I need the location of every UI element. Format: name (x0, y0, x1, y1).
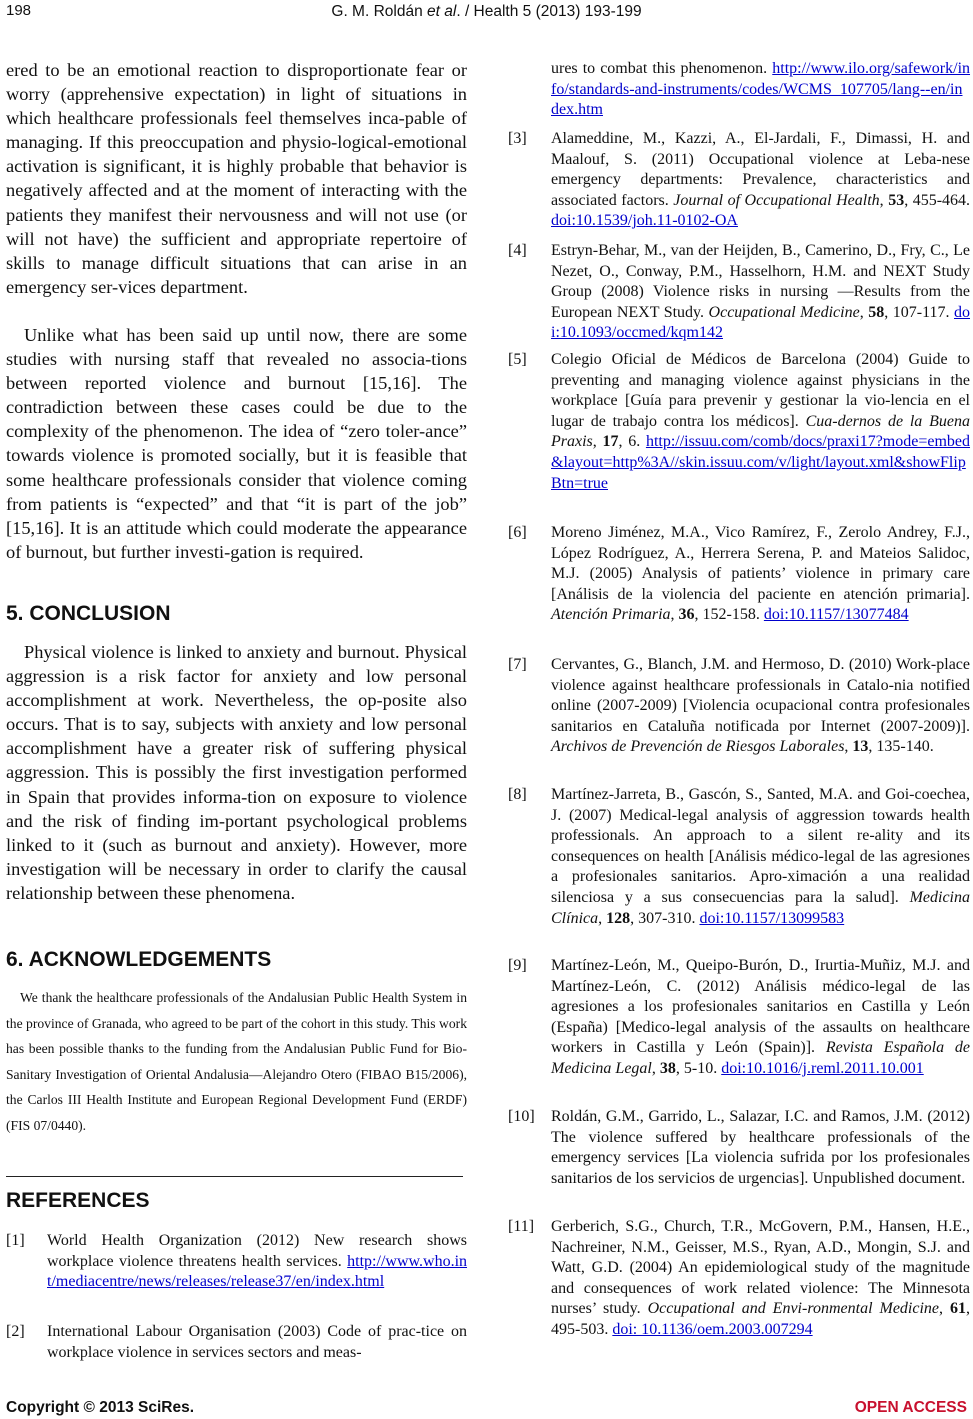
reference-number: [7] (508, 656, 527, 673)
reference-number: [10] (508, 1108, 535, 1125)
section-heading-references: REFERENCES (6, 1189, 150, 1212)
reference-item (508, 1217, 970, 1341)
body-paragraph: Unlike what has been said up until now, there are some studies with nursing staff that revealed no associa-tions between reported violence and burnout [15,16]. The contradiction between these cases could be due to the complexity of the phenomenon. The idea of “zero toler-ance” towards violence is promoted socially, but it is feasible that some healthcare professionals consider that violence coming from patients is “expected” and that “it is part of the job” [15,16]. It is an attitude which could moderate the appearance of burnout, but further investi-gation is required. (6, 325, 467, 562)
running-header (0, 0, 973, 28)
reference-text: International Labour Organisation (2003) Code of prac-tice on workplace violence in services sectors and meas- (47, 1323, 467, 1361)
reference-text: Roldán, G.M., Garrido, L., Salazar, I.C. and Ramos, J.M. (2012) The violence suffered by healthcare professionals of the emergency services [La violencia sufrida por los profesionales sanitarios de los servicios de urgencias]. Unpublished document. (551, 1108, 970, 1187)
reference-text: Cervantes, G., Blanch, J.M. and Hermoso, D. (2010) Work-place violence against healthcare professionals in Catalo-nia notified online (2007-2009) [Violencia ocupacional contra profesionales sanitarios en Cataluña notificada por Internet (2007-2009)]. Archivos de Prevención de Riesgos Laborales, 13, 135-140. (551, 656, 970, 756)
reference-link[interactable]: doi:10.1016/j.reml.2011.10.001 (721, 1059, 924, 1077)
body-paragraph: ered to be an emotional reaction to disproportionate fear or worry (apprehensive expectation) in light of situations in which healthcare professionals feel themselves inca-pable of managing. If this preoccupation and physio-logical-emotional activation is significant, it is highly probable that behavior is negatively affected and at the moment of interacting with the patients they manifest their nervousness and will not use (or will not have) the sufficient and appropriate repertoire of skills to manage difficult situations that can arise in an emergency ser-vices department. (6, 60, 467, 297)
reference-item-continued (508, 59, 970, 121)
reference-number: [6] (508, 524, 527, 541)
reference-item (508, 350, 970, 494)
copyright-notice: Copyright © 2013 SciRes. (6, 1399, 195, 1416)
reference-text: ures to combat this phenomenon. http://www.ilo.org/safework/info/standards-and-instruments/codes/WCMS_107705/lang--en/index.htm (551, 60, 971, 119)
acknowledgements-paragraph: We thank the healthcare professionals of the Andalusian Public Health System in the province of Granada, who agreed to be part of the cohort in this study. This work has been possible thanks to the funding from the Andalusian Public Fund for Bio-Sanitary Investigation of Oriental Andalusia—Alejandro Otero (FIBAO B15/2006), the Carlos III Health Institute and European Regional Development Fund (ERDF) (FIS 07/0440). (6, 990, 467, 1133)
section-heading-conclusion: 5. CONCLUSION (6, 602, 171, 625)
open-access-label: OPEN ACCESS (854, 1399, 967, 1416)
reference-link[interactable]: doi:10.1157/13077484 (763, 606, 909, 624)
reference-number: [11] (508, 1218, 535, 1235)
reference-text: Moreno Jiménez, M.A., Vico Ramírez, F., Zerolo Andrey, F.J., López Rodríguez, A., Herrera Serena, P. and Mateios Salidoc, M.J. (2005) Analysis of patients’ violence in primary care [Análisis de la violencia del paciente en atención primaria]. Atención Primaria, 36, 152-158. doi:10.1157/13077484 (551, 524, 970, 624)
reference-item (6, 1231, 467, 1293)
references-divider (6, 1176, 463, 1177)
reference-link[interactable]: http://issuu.com/comb/docs/praxi17?mode=embed&layout=http%3A//skin.issuu.com/v/light/layout.xml&showFlipBtn=true (551, 433, 971, 492)
reference-text: Alameddine, M., Kazzi, A., El-Jardali, F., Dimassi, H. and Maalouf, S. (2011) Occupational violence at Leba-nese emergency departments: Prevalence, characteristics and associated factors. Journal of Occupational Health, 53, 455-464. doi:10.1539/joh.11-0102-OA (551, 130, 971, 230)
reference-text: Colegio Oficial de Médicos de Barcelona (2004) Guide to preventing and managing violence against physicians in the workplace [Guía para prevenir y gestionar la vio-lencia en el lugar de trabajo contra los médicos]. Cua-dernos de la Buena Praxis, 17, 6. http://issuu.com/comb/docs/praxi17?mode=embed&layout=http%3A//skin.issuu.com/v/light/layout.xml&showFlipBtn=true (551, 351, 971, 492)
reference-link[interactable]: http://www.who.int/mediacentre/news/releases/release37/en/index.html (47, 1252, 468, 1291)
running-title-etal: et al (427, 3, 457, 20)
reference-item (508, 241, 970, 344)
reference-item (508, 129, 970, 232)
reference-item (6, 1322, 467, 1363)
reference-item (508, 956, 970, 1080)
section-heading-acknowledgements: 6. ACKNOWLEDGEMENTS (6, 948, 272, 971)
reference-text: World Health Organization (2012) New research shows workplace violence threatens health services. http://www.who.int/mediacentre/news/releases/release37/en/index.html (47, 1232, 468, 1291)
reference-number: [4] (508, 242, 527, 259)
page-footer (0, 1397, 973, 1419)
reference-number: [1] (6, 1232, 25, 1249)
reference-link[interactable]: doi:10.1093/occmed/kqm142 (551, 303, 970, 342)
reference-item (508, 1107, 970, 1189)
running-title-journal: . / Health 5 (2013) 193-199 (456, 3, 642, 20)
conclusion-paragraph: Physical violence is linked to anxiety and burnout. Physical aggression is a risk factor for anxiety and low personal accomplishment at work. Nevertheless, the op-posite also occurs. That is to say, subjects with anxiety and low personal accomplishment have a greater risk of suffering physical aggression. This is possibly the first investigation performed in Spain that provides informa-tion on exposure to violence and the risk of finding im-portant psychological problems linked to it (such as burnout and anxiety). However, more investigation will be necessary in order to clarify the causal relationship between these phenomena. (6, 642, 467, 903)
reference-item (508, 785, 970, 929)
reference-text: Martínez-León, M., Queipo-Burón, D., Irurtia-Muñiz, M.J. and Martínez-León, C. (2012) Análisis médico-legal de las agresiones a los profesionales sanitarios en Castilla y León (España) [Medico-legal analysis of the assaults on healthcare workers in Castilla y León (Spain)]. Revista Española de Medicina Legal, 38, 5-10. doi:10.1016/j.reml.2011.10.001 (551, 957, 970, 1077)
reference-link[interactable]: doi: 10.1136/oem.2003.007294 (612, 1320, 813, 1338)
reference-item (508, 523, 970, 626)
reference-link[interactable]: http://www.ilo.org/safework/info/standards-and-instruments/codes/WCMS_107705/lang--en/index.htm (551, 60, 971, 119)
page-number: 198 (6, 2, 32, 19)
reference-text: Gerberich, S.G., Church, T.R., McGovern, P.M., Hansen, H.E., Nachreiner, N.M., Geisser, M.S., Ryan, A.D., Mongin, S.J. and Watt, G.D. (2004) An epidemiological study of the magnitude and consequences of work related violence: The Minnesota nurses’ study. Occupational and Envi-ronmental Medicine, 61, 495-503. doi: 10.1136/oem.2003.007294 (551, 1218, 970, 1338)
reference-item (508, 655, 970, 758)
running-title (0, 3, 973, 21)
reference-link[interactable]: doi:10.1157/13099583 (699, 909, 845, 927)
reference-number: [8] (508, 786, 527, 803)
reference-number: [3] (508, 130, 527, 147)
reference-number: [5] (508, 351, 527, 368)
reference-link[interactable]: doi:10.1539/joh.11-0102-OA (551, 212, 738, 230)
reference-text: Estryn-Behar, M., van der Heijden, B., Camerino, D., Fry, C., Le Nezet, O., Conway, P.M., Hasselhorn, H.M. and NEXT Study Group (2008) Violence risks in nursing —Results from the European NEXT Study. Occupational Medicine, 58, 107-117. doi:10.1093/occmed/kqm142 (551, 242, 970, 342)
running-title-authors: G. M. Roldán (331, 3, 428, 20)
reference-text: Martínez-Jarreta, B., Gascón, S., Santed, M.A. and Goi-coechea, J. (2007) Medical-legal analysis of aggression towards health professionals. An approach to a silent re-ality and its consequences on health [Análisis médico-legal de las agresiones a profesionales sanitarios. Apro-ximación a una realidad silenciosa y a sus consecuencias para la salud]. Medicina Clínica, 128, 307-310. doi:10.1157/13099583 (551, 786, 970, 927)
reference-number: [9] (508, 957, 527, 974)
reference-number: [2] (6, 1323, 25, 1340)
